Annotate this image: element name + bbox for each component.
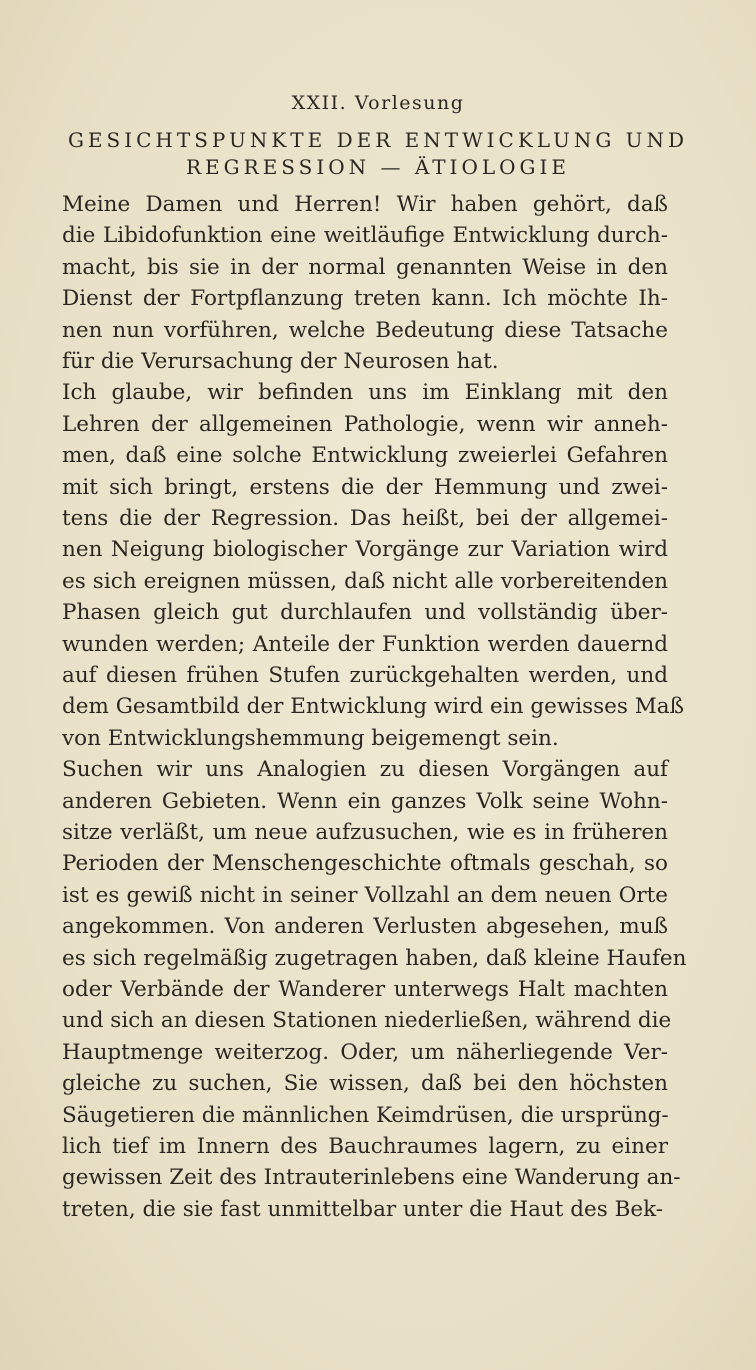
text-line: dem Gesamtbild der Entwicklung wird ein gewisses Maß [62,694,684,720]
text-line: Phasen gleich gut durchlaufen und vollständig über- [62,600,668,626]
text-line: Säugetieren die männlichen Keimdrüsen, die ursprüng- [62,1102,669,1128]
text-line: auf diesen frühen Stufen zurückgehalten werden, und [62,663,668,688]
text-line: treten, die sie fast unmittelbar unter die Haut des Bek- [62,1196,664,1222]
text-line: es sich ereignen müssen, daß nicht alle vorbereitenden [62,568,668,594]
text-line: sitze verläßt, um neue aufzusuchen, wie es in früheren [62,820,668,845]
text-line: mit sich bringt, erstens die der Hemmung und zwei- [62,474,668,500]
text-line: Suchen wir uns Analogien zu diesen Vorgängen auf [62,757,668,783]
text-line: Ich glaube, wir befinden uns im Einklang mit den [62,380,668,406]
chapter-title-line-2: REGRESSION — ÄTIOLOGIE [186,155,570,179]
text-line: men, daß eine solche Entwicklung zweierlei Gefahren [62,443,668,469]
text-line: die Libidofunktion eine weitläufige Entwicklung durch- [62,223,668,249]
chapter-heading: XXII. Vorlesung [291,92,465,114]
text-line: gewissen Zeit des Intrauterinlebens eine Wanderung an- [62,1165,681,1191]
text-line: es sich regelmäßig zugetragen haben, daß kleine Haufen [62,945,687,971]
text-line: lich tief im Innern des Bauchraumes lagern, zu einer [62,1134,668,1159]
text-line: gleiche zu suchen, Sie wissen, daß bei den höchsten [62,1071,668,1097]
text-line: Meine Damen und Herren! Wir haben gehört, daß [62,192,668,217]
text-line: Hauptmenge weiterzog. Oder, um näherliegende Ver- [62,1039,668,1065]
text-line: wunden werden; Anteile der Funktion werden dauernd [62,631,668,657]
text-line: ist es gewiß nicht in seiner Vollzahl an dem neuen Orte [62,882,668,908]
chapter-title-line-1: GESICHTSPUNKTE DER ENTWICKLUNG UND [67,128,689,152]
text-line: angekommen. Von anderen Verlusten abgesehen, muß [62,914,668,940]
text-line: Perioden der Menschengeschichte oftmals geschah, so [62,851,668,877]
text-line: und sich an diesen Stationen niederließen, während die [62,1008,672,1034]
text-line: Lehren der allgemeinen Pathologie, wenn wir anneh- [62,411,668,437]
text-line: tens die der Regression. Das heißt, bei der allgemei- [62,506,668,531]
text-line: macht, bis sie in der normal genannten Weise in den [62,254,668,280]
text-line: für die Verursachung der Neurosen hat. [62,349,499,374]
text-line: von Entwicklungshemmung beigemengt sein. [62,725,559,751]
text-line: nen nun vorführen, welche Bedeutung diese Tatsache [62,317,668,343]
text-line: nen Neigung biologischer Vorgänge zur Variation wird [62,537,668,563]
text-line: anderen Gebieten. Wenn ein ganzes Volk seine Wohn- [62,788,668,814]
text-line: oder Verbände der Wanderer unterwegs Halt machten [62,977,668,1002]
text-line: Dienst der Fortpflanzung treten kann. Ich möchte Ih- [62,286,668,312]
